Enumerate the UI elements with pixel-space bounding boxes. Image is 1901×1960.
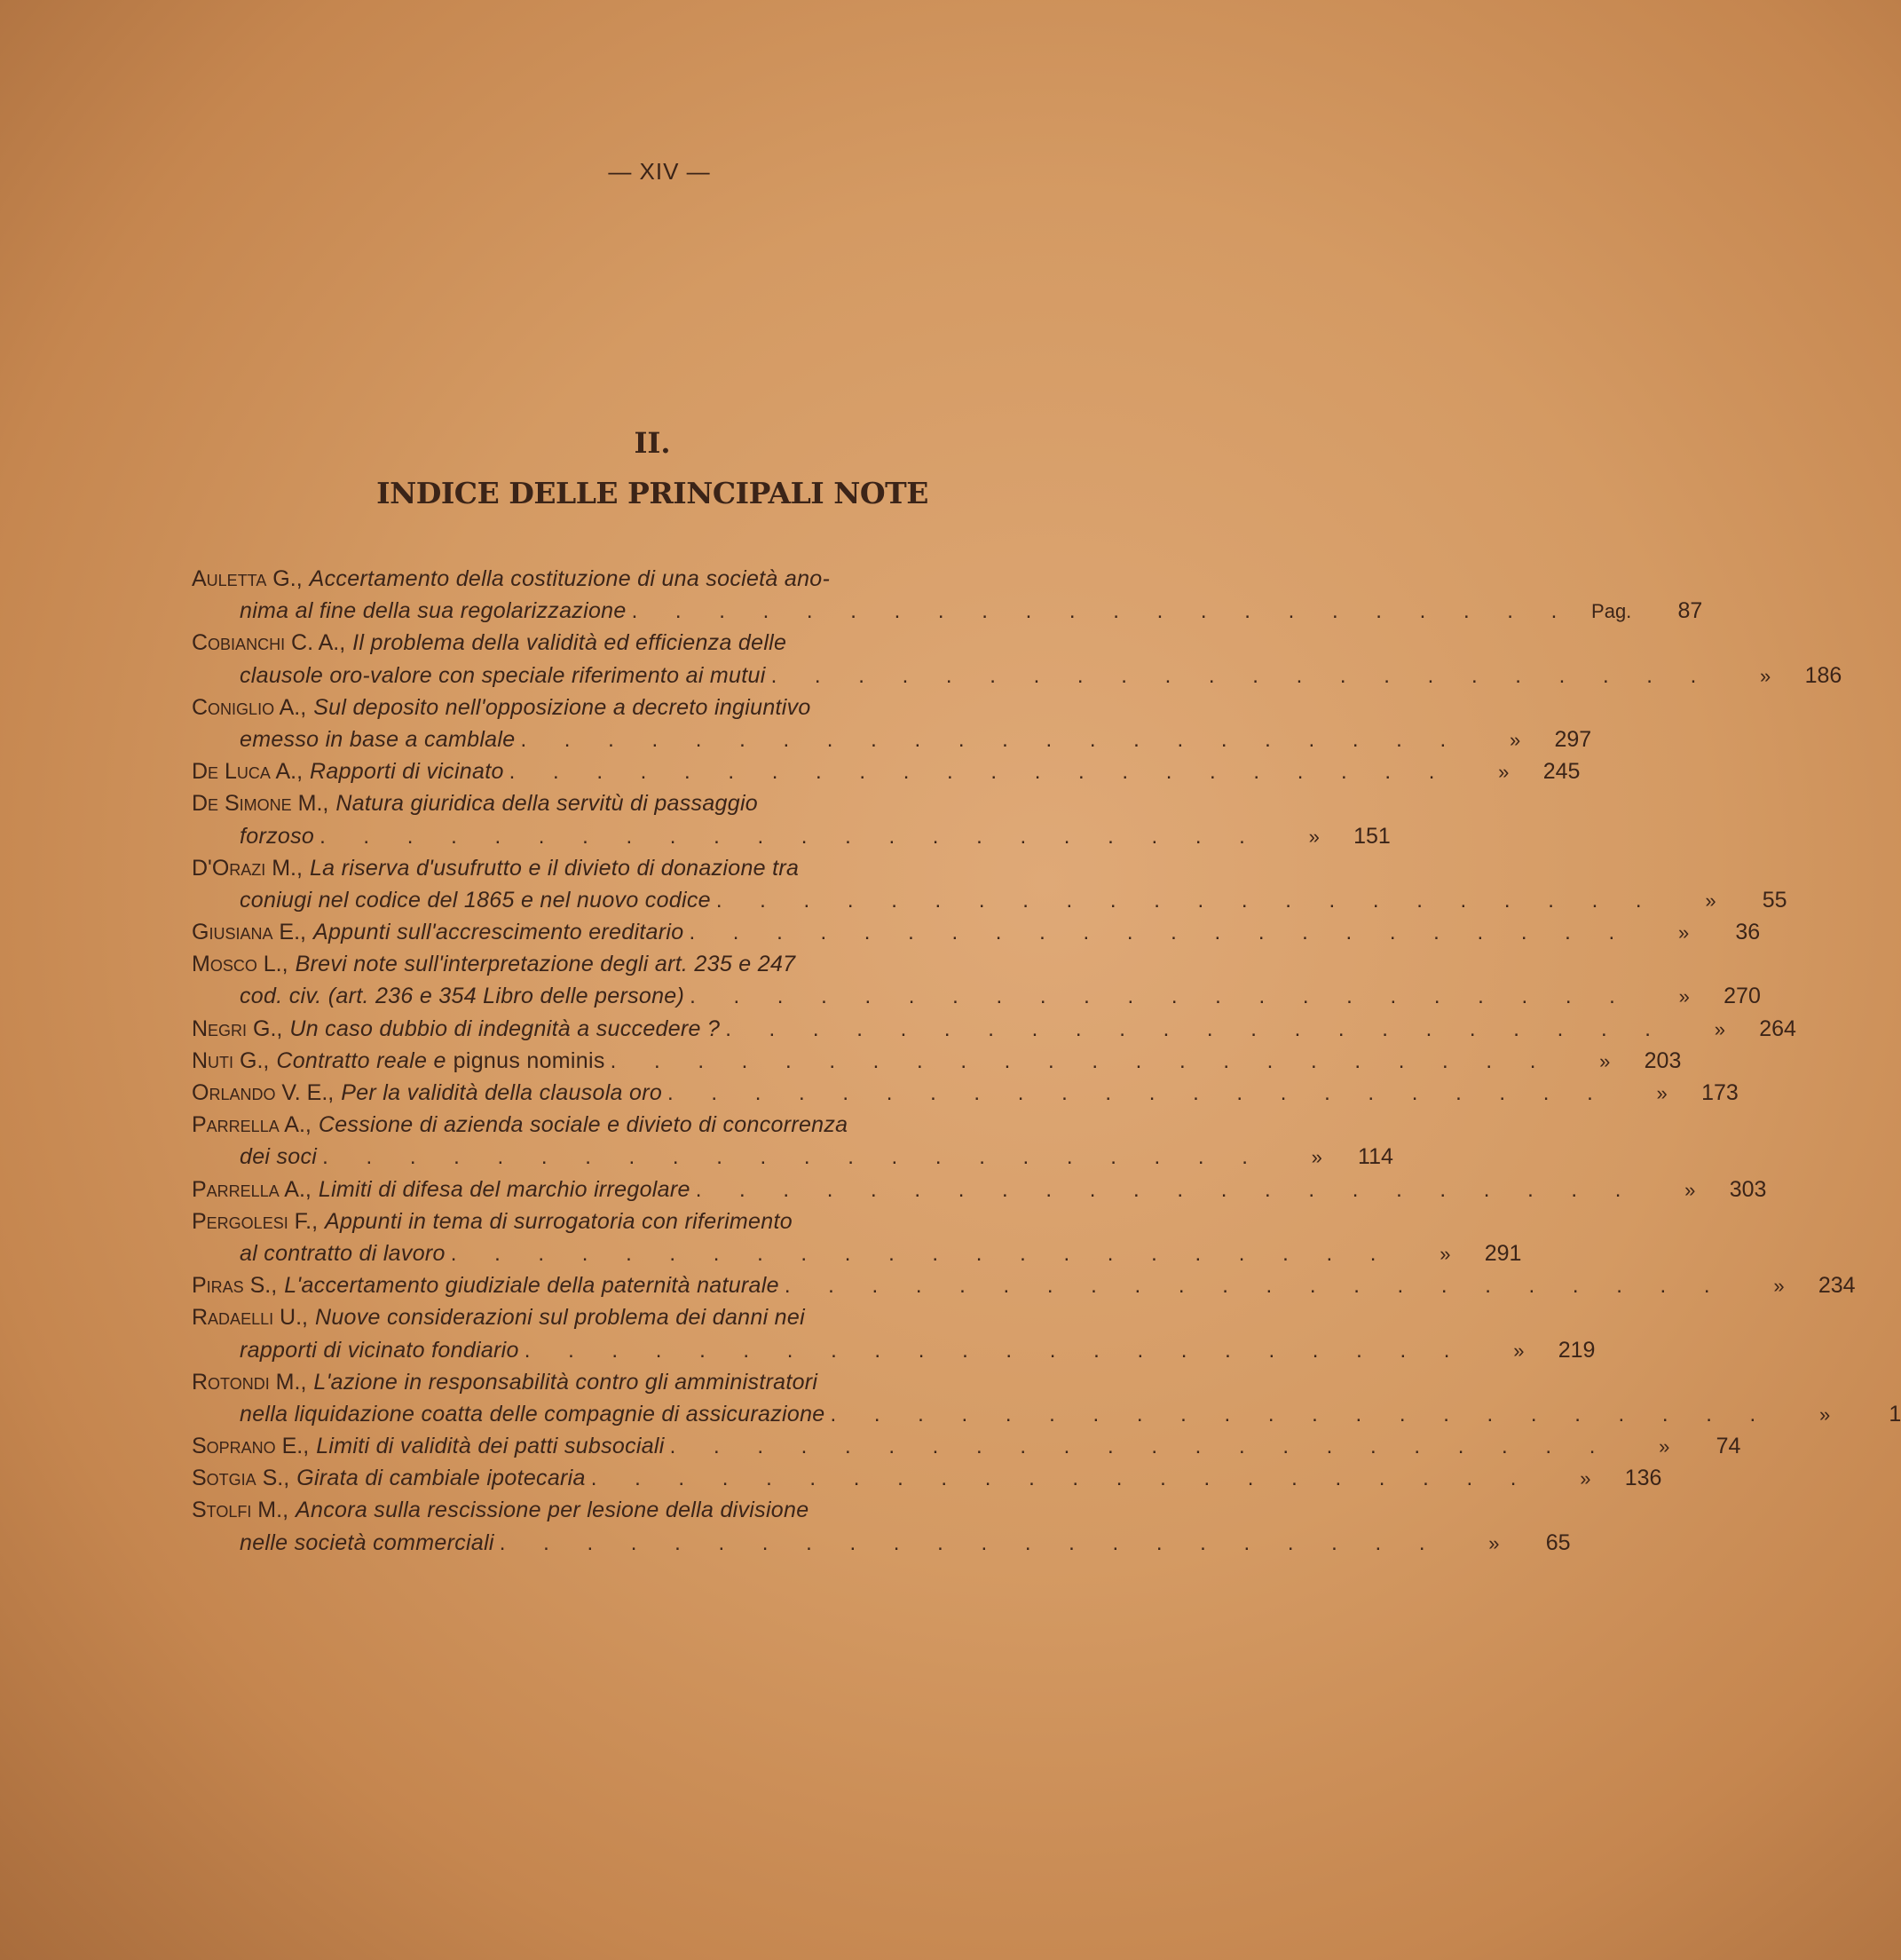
page-number: 303: [1729, 1176, 1767, 1202]
entry-author: Rotondi M.,: [192, 1369, 307, 1395]
page-marker: Pag.: [1591, 600, 1632, 623]
entry-author: Negri G.,: [192, 1016, 283, 1041]
entry-title: Il problema della validità ed efficienza delle: [352, 630, 787, 656]
entry-line: [192, 1462, 1662, 1494]
page-number: 65: [1545, 1529, 1571, 1555]
page-marker: »: [1308, 825, 1320, 848]
page-number: 1: [1889, 1401, 1901, 1427]
index-entry: [192, 852, 1787, 916]
page-marker: »: [1773, 1275, 1785, 1298]
entry-line: [192, 1077, 1739, 1109]
entry-line: [192, 884, 1787, 916]
entry-line: [192, 660, 1842, 692]
entry-author: Coniglio A.,: [192, 694, 307, 720]
section-title: INDICE DELLE PRINCIPALI NOTE: [376, 476, 928, 510]
entry-title: Natura giuridica della servitù di passaggio: [335, 791, 759, 817]
index-entry: [192, 692, 1592, 755]
page-marker: »: [1760, 664, 1771, 687]
index-entry: [192, 1174, 1767, 1205]
page-number: 219: [1558, 1337, 1596, 1363]
entry-author: D'Orazi M.,: [192, 855, 303, 881]
entry-title: clausole oro-valore con speciale riferimento ai mutui: [240, 662, 766, 688]
index-entry: [192, 787, 1391, 851]
entry-title: forzoso: [240, 823, 315, 849]
entry-line: [192, 787, 1106, 819]
page-number: 114: [1358, 1144, 1393, 1170]
entry-title: Limiti di difesa del marchio irregolare: [318, 1176, 690, 1202]
entry-line: [192, 1494, 1106, 1526]
entry-line: [192, 1045, 1682, 1077]
page-marker: »: [1659, 1435, 1670, 1458]
page-number: 297: [1554, 726, 1592, 752]
page-marker: »: [1498, 761, 1510, 784]
index-entry: [192, 1366, 1901, 1430]
dot-leader: . . . . . . . . . . . . . . . . . . . . . .: [725, 1016, 1667, 1041]
page-marker: »: [1509, 728, 1521, 751]
index-entry: [192, 1205, 1522, 1269]
entry-title: Girata di cambiale ipotecaria: [296, 1466, 586, 1491]
dot-leader: . . . . . . . . . . . . . . . . . . . . . .: [784, 1274, 1726, 1299]
entry-line: [192, 1141, 1393, 1173]
dot-leader: . . . . . . . . . . . . . . . . . . . . . .: [667, 1081, 1609, 1105]
entry-line: [192, 755, 1581, 787]
entry-author: Auletta G.,: [192, 566, 303, 591]
entry-author: Stolfi M.,: [192, 1498, 289, 1523]
notes-index: [192, 563, 1901, 1559]
entry-line: [192, 1205, 1106, 1237]
page-number: 36: [1735, 920, 1761, 945]
dot-leader: . . . . . . . . . . . . . . . . . . . . . .: [610, 1048, 1552, 1073]
entry-title: Per la validità della clausola oro: [341, 1080, 663, 1105]
index-entry: [192, 563, 1703, 627]
page-marker: »: [1580, 1467, 1591, 1490]
entry-line: [192, 852, 1106, 884]
entry-title: Brevi note sull'interpretazione degli art. 235 e 247: [295, 952, 796, 977]
entry-line: [192, 1013, 1796, 1045]
entry-title: emesso in base a camblale: [240, 726, 516, 752]
entry-line: [192, 1366, 1106, 1398]
dot-leader: . . . . . . . . . . . . . . . . . . . . . .: [695, 1177, 1637, 1202]
index-entry: [192, 1109, 1393, 1173]
entry-line: [192, 948, 1106, 980]
entry-title: Sul deposito nell'opposizione a decreto ingiuntivo: [313, 694, 811, 720]
entry-author: Piras S.,: [192, 1273, 278, 1299]
index-entry: [192, 1077, 1739, 1109]
page-number: 203: [1644, 1047, 1682, 1073]
index-entry: [192, 1269, 1856, 1301]
entry-title: Rapporti di vicinato: [310, 759, 504, 785]
section-number: II.: [634, 426, 671, 460]
entry-author: Pergolesi F.,: [192, 1208, 319, 1234]
entry-author: De Simone M.,: [192, 791, 329, 817]
entry-title: La riserva d'usufrutto e il divieto di donazione tra: [309, 855, 800, 881]
entry-title: al contratto di lavoro: [240, 1240, 446, 1266]
page-marker: »: [1818, 1403, 1831, 1426]
dot-leader: . . . . . . . . . . . . . . . . . . . . . .: [450, 1241, 1392, 1266]
entry-line: [192, 1269, 1856, 1301]
dot-leader: . . . . . . . . . . . . . . . . . . . . . .: [499, 1530, 1441, 1555]
page-number: 87: [1677, 598, 1703, 624]
entry-title: nelle società commerciali: [240, 1529, 494, 1555]
entry-title: nella liquidazione coatta delle compagnie di assicurazione: [240, 1401, 825, 1427]
entry-title: L'azione in responsabilità contro gli amministratori: [313, 1369, 818, 1395]
page-marker: »: [1678, 985, 1690, 1008]
entry-author: Parrella A.,: [192, 1112, 312, 1138]
page-number: 270: [1724, 984, 1761, 1009]
dot-leader: . . . . . . . . . . . . . . . . . . . . . .: [631, 599, 1574, 624]
dot-leader: . . . . . . . . . . . . . . . . . . . . . .: [319, 824, 1261, 849]
entry-line: [192, 1527, 1571, 1559]
dot-leader: . . . . . . . . . . . . . . . . . . . . . .: [524, 1338, 1466, 1363]
dot-leader: . . . . . . . . . . . . . . . . . . . . . .: [322, 1145, 1264, 1170]
dot-leader: . . . . . . . . . . . . . . . . . . . . . .: [590, 1466, 1533, 1491]
entry-author: Cobianchi C. A.,: [192, 630, 346, 656]
entry-line: [192, 723, 1592, 755]
entry-line: [192, 1174, 1767, 1205]
entry-title: coniugi nel codice del 1865 e nel nuovo codice: [240, 887, 711, 913]
page-marker: »: [1684, 1178, 1696, 1201]
page-number: 173: [1701, 1080, 1739, 1105]
entry-title: Nuove considerazioni sul problema dei danni nei: [315, 1305, 805, 1331]
entry-title: Appunti in tema di surrogatoria con riferimento: [325, 1208, 793, 1234]
index-entry: [192, 1494, 1571, 1558]
entry-line: [192, 1237, 1522, 1269]
dot-leader: . . . . . . . . . . . . . . . . . . . . . .: [830, 1402, 1772, 1427]
entry-author: De Luca A.,: [192, 759, 304, 785]
page-number: 264: [1759, 1016, 1796, 1041]
entry-line: [192, 563, 1106, 595]
entry-title: Limiti di validità dei patti subsociali: [316, 1434, 665, 1459]
page-number: 234: [1818, 1273, 1856, 1299]
index-entry: [192, 1045, 1682, 1077]
entry-line: [192, 1430, 1741, 1462]
entry-author: Sotgia S.,: [192, 1466, 290, 1491]
entry-title: Accertamento della costituzione di una società ano-: [309, 566, 831, 591]
dot-leader: . . . . . . . . . . . . . . . . . . . . . .: [770, 663, 1713, 688]
dot-leader: . . . . . . . . . . . . . . . . . . . . . .: [520, 727, 1463, 752]
page-marker: »: [1677, 921, 1690, 944]
index-entry: [192, 627, 1842, 691]
entry-line: [192, 1109, 1106, 1141]
dot-leader: . . . . . . . . . . . . . . . . . . . . . .: [669, 1434, 1612, 1459]
page-marker: »: [1440, 1242, 1451, 1265]
page-marker: »: [1488, 1531, 1500, 1554]
entry-title: Cessione di azienda sociale e divieto di concorrenza: [318, 1112, 848, 1138]
entry-author: Orlando V. E.,: [192, 1080, 335, 1105]
entry-line: [192, 692, 1106, 723]
dot-leader: . . . . . . . . . . . . . . . . . . . . . .: [690, 984, 1631, 1009]
index-entry: [192, 755, 1581, 787]
page-marker: »: [1714, 1017, 1725, 1040]
index-entry: [192, 916, 1761, 948]
entry-title: Ancora sulla rescissione per lesione della divisione: [296, 1498, 809, 1523]
entry-line: [192, 1301, 1106, 1333]
entry-line: [192, 1334, 1596, 1366]
entry-author: Giusiana E.,: [192, 920, 306, 945]
entry-author: Nuti G.,: [192, 1047, 270, 1073]
page-marker: »: [1513, 1339, 1525, 1362]
page-marker: »: [1311, 1146, 1322, 1169]
entry-line: [192, 916, 1761, 948]
index-entry: [192, 1301, 1596, 1365]
index-entry: [192, 1013, 1796, 1045]
entry-title: nima al fine della sua regolarizzazione: [240, 598, 627, 624]
page-marker: »: [1656, 1082, 1668, 1104]
entry-line: [192, 595, 1703, 627]
index-entry: [192, 1462, 1662, 1494]
entry-title: Appunti sull'accrescimento ereditario: [312, 920, 684, 945]
entry-line: [192, 1398, 1901, 1430]
page-number: 186: [1804, 662, 1842, 688]
page-folio: — XIV —: [608, 158, 711, 185]
page-number: 291: [1484, 1240, 1522, 1266]
index-entry: [192, 1430, 1741, 1462]
entry-title: Contratto reale e: [276, 1047, 446, 1073]
entry-author: Mosco L.,: [192, 952, 288, 977]
entry-title: L'accertamento giudiziale della paternità naturale: [284, 1273, 779, 1299]
dot-leader: . . . . . . . . . . . . . . . . . . . . . .: [715, 888, 1658, 913]
entry-line: [192, 980, 1761, 1012]
entry-author: Radaelli U.,: [192, 1305, 308, 1331]
entry-title: cod. civ. (art. 236 e 354 Libro delle persone): [240, 984, 685, 1009]
entry-line: [192, 627, 1106, 659]
entry-author: Soprano E.,: [192, 1434, 310, 1459]
page-number: 74: [1716, 1434, 1741, 1459]
page-marker: »: [1599, 1049, 1611, 1072]
page-number: 151: [1353, 823, 1391, 849]
index-entry: [192, 948, 1761, 1012]
entry-title: Un caso dubbio di indegnità a succedere ?: [289, 1016, 721, 1041]
page-number: 55: [1762, 887, 1787, 913]
page-number: 136: [1624, 1466, 1662, 1491]
entry-title: rapporti di vicinato fondiario: [240, 1337, 519, 1363]
dot-leader: . . . . . . . . . . . . . . . . . . . . . .: [689, 921, 1631, 945]
dot-leader: . . . . . . . . . . . . . . . . . . . . . .: [509, 760, 1451, 785]
entry-title: dei soci: [240, 1144, 318, 1170]
entry-title-roman: pignus nominis: [453, 1047, 605, 1073]
entry-line: [192, 820, 1391, 852]
page-marker: »: [1705, 889, 1716, 912]
entry-author: Parrella A.,: [192, 1176, 312, 1202]
page-number: 245: [1542, 759, 1581, 785]
